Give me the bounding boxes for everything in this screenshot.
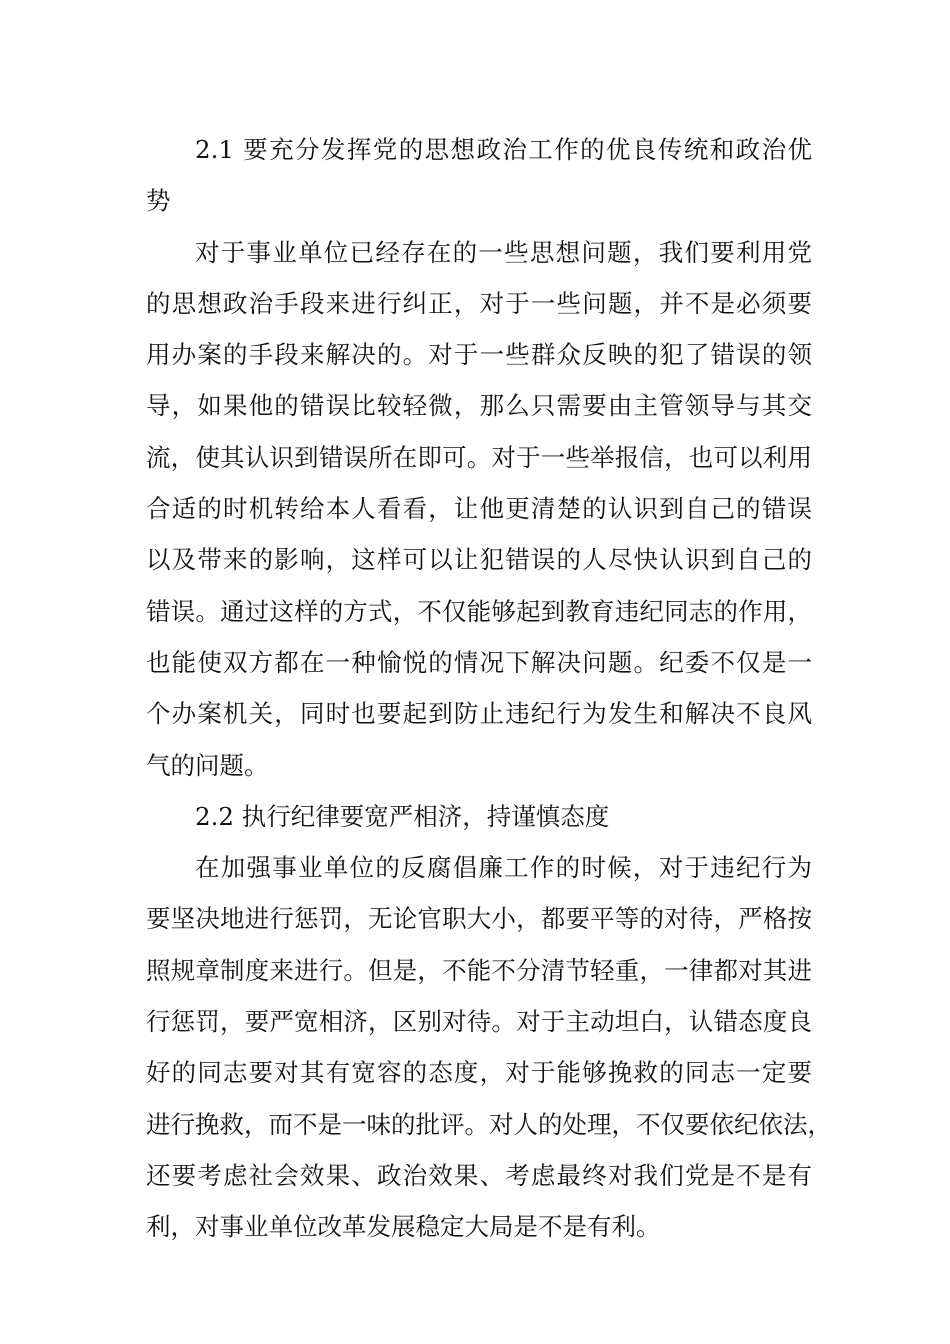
text-line: 进行挽救，而不是一味的批评。对人的处理，不仅要依纪依法， — [146, 1109, 832, 1139]
text-line: 也能使双方都在一种愉悦的情况下解决问题。纪委不仅是一 — [146, 647, 812, 677]
text-line: 势 — [146, 186, 171, 216]
text-line: 以及带来的影响，这样可以让犯错误的人尽快认识到自己的 — [146, 545, 812, 575]
text-line: 照规章制度来进行。但是，不能不分清节轻重，一律都对其进 — [146, 955, 812, 985]
text-line: 对于事业单位已经存在的一些思想问题，我们要利用党 — [195, 237, 812, 267]
text-line: 还要考虑社会效果、政治效果、考虑最终对我们党是不是有 — [146, 1160, 812, 1190]
text-line: 好的同志要对其有宽容的态度，对于能够挽救的同志一定要 — [146, 1058, 812, 1088]
text-line: 2.1 要充分发挥党的思想政治工作的优良传统和政治优 — [195, 135, 812, 164]
document-body — [146, 124, 832, 1253]
text-line: 个办案机关，同时也要起到防止违纪行为发生和解决不良风 — [146, 699, 812, 729]
text-line: 流，使其认识到错误所在即可。对于一些举报信，也可以利用 — [146, 442, 812, 472]
text-line: 的思想政治手段来进行纠正，对于一些问题，并不是必须要 — [146, 288, 812, 318]
text-line: 2.2 执行纪律要宽严相济，持谨慎态度 — [195, 801, 610, 831]
text-line: 利，对事业单位改革发展稳定大局是不是有利。 — [146, 1212, 661, 1242]
text-line: 要坚决地进行惩罚，无论官职大小，都要平等的对待，严格按 — [146, 904, 812, 934]
text-line: 用办案的手段来解决的。对于一些群众反映的犯了错误的领 — [146, 340, 812, 370]
text-line: 在加强事业单位的反腐倡廉工作的时候，对于违纪行为 — [195, 853, 812, 883]
text-line: 错误。通过这样的方式，不仅能够起到教育违纪同志的作用， — [146, 596, 812, 626]
text-line: 导，如果他的错误比较轻微，那么只需要由主管领导与其交 — [146, 391, 812, 421]
text-line: 行惩罚，要严宽相济，区别对待。对于主动坦白，认错态度良 — [146, 1007, 812, 1037]
text-line: 气的问题。 — [146, 750, 269, 780]
text-line: 合适的时机转给本人看看，让他更清楚的认识到自己的错误 — [146, 494, 812, 524]
